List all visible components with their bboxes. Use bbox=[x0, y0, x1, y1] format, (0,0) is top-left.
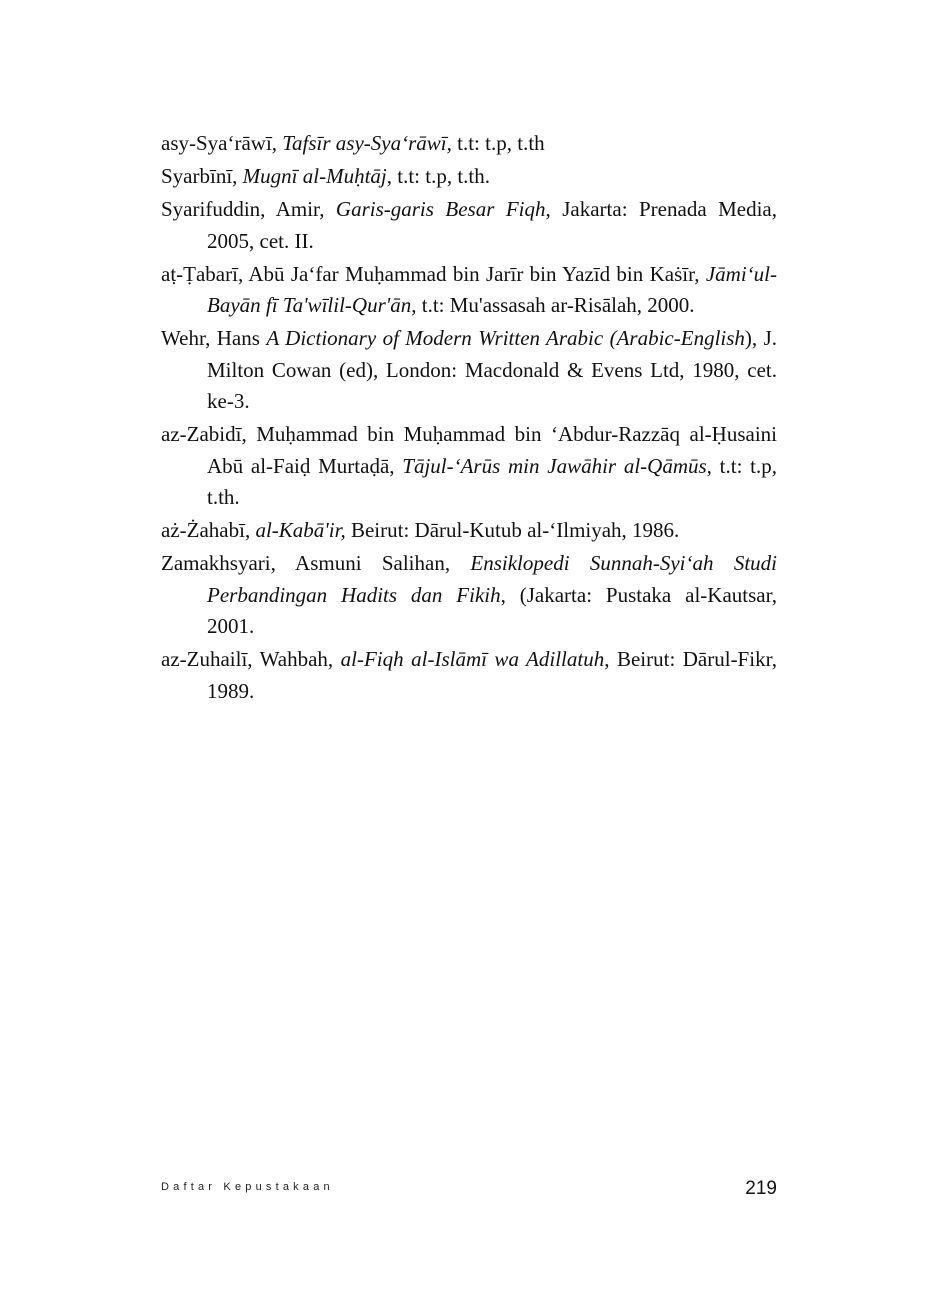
entry-title: al-Fiqh al-Islāmī wa Adillatuh bbox=[340, 647, 605, 671]
entry-author: Syarifuddin, Amir, bbox=[161, 197, 336, 221]
entry-author: Syarbīnī, bbox=[161, 164, 243, 188]
entry-title: Jāmi‘ul-Bayān fī Ta'wīlil-Qur'ān bbox=[207, 261, 777, 317]
entry-author: aż-Żahabī, bbox=[161, 518, 256, 542]
entry-publication: , t.t: t.p, t.th. bbox=[386, 164, 491, 188]
entry-author: az-Zabidī, Muḥammad bin Muḥammad bin ‘Abdur-Razzāq al-Ḥusaini Abū al-Faiḍ Murtaḍā, bbox=[161, 422, 777, 478]
entry-publication: , Beirut: Dārul-Fikr, 1989. bbox=[207, 647, 777, 703]
bibliography-entry bbox=[161, 161, 777, 193]
entry-title: Ensiklopedi Sunnah-Syi‘ah Studi Perbandingan Hadits dan Fikih bbox=[207, 551, 777, 607]
entry-author: Wehr, Hans bbox=[161, 326, 267, 350]
bibliography-entry bbox=[161, 194, 777, 257]
page-number: 219 bbox=[745, 1178, 777, 1199]
bibliography-entry bbox=[161, 515, 777, 547]
bibliography-entry bbox=[161, 323, 777, 418]
entry-publication: , (Jakarta: Pustaka al-Kautsar, 2001. bbox=[207, 582, 777, 638]
entry-publication: , t.t: t.p, t.th. bbox=[207, 453, 777, 509]
entry-title: Mugnī al-Muḥtāj bbox=[242, 164, 387, 188]
running-footer-title: Daftar Kepustakaan bbox=[161, 1181, 334, 1193]
bibliography-entry bbox=[161, 259, 777, 322]
bibliography-entry bbox=[161, 128, 777, 160]
entry-publication: , t.t: Mu'assasah ar-Risālah, 2000. bbox=[411, 293, 695, 317]
entry-title: Tafsīr asy-Sya‘rāwī, bbox=[282, 131, 452, 155]
entry-author: aṭ-Ṭabarī, Abū Ja‘far Muḥammad bin Jarīr bin Yazīd bin Kaṡīr, bbox=[161, 261, 706, 286]
bibliography-entry bbox=[161, 548, 777, 643]
entry-title: Garis-garis Besar Fiqh bbox=[335, 197, 546, 221]
entry-title: al-Kabā'ir, bbox=[255, 518, 346, 542]
entry-publication: , Jakarta: Prenada Media, 2005, cet. II. bbox=[207, 197, 777, 253]
entry-publication: ), J. Milton Cowan (ed), London: Macdonald & Evens Ltd, 1980, cet. ke-3. bbox=[207, 326, 777, 413]
bibliography-entry bbox=[161, 644, 777, 707]
entry-author: Zamakhsyari, Asmuni Salihan, bbox=[161, 551, 471, 575]
entry-title: A Dictionary of Modern Written Arabic (Arabic-English bbox=[266, 326, 745, 350]
entry-title: Tājul-‘Arūs min Jawāhir al-Qāmūs bbox=[402, 453, 707, 478]
bibliography-list bbox=[161, 128, 777, 709]
bibliography-entry bbox=[161, 419, 777, 514]
entry-publication: t.t: t.p, t.th bbox=[451, 131, 545, 155]
entry-author: az-Zuhailī, Wahbah, bbox=[161, 647, 341, 671]
entry-publication: Beirut: Dārul-Kutub al-‘Ilmiyah, 1986. bbox=[345, 518, 680, 542]
entry-author: asy-Sya‘rāwī, bbox=[161, 131, 283, 155]
